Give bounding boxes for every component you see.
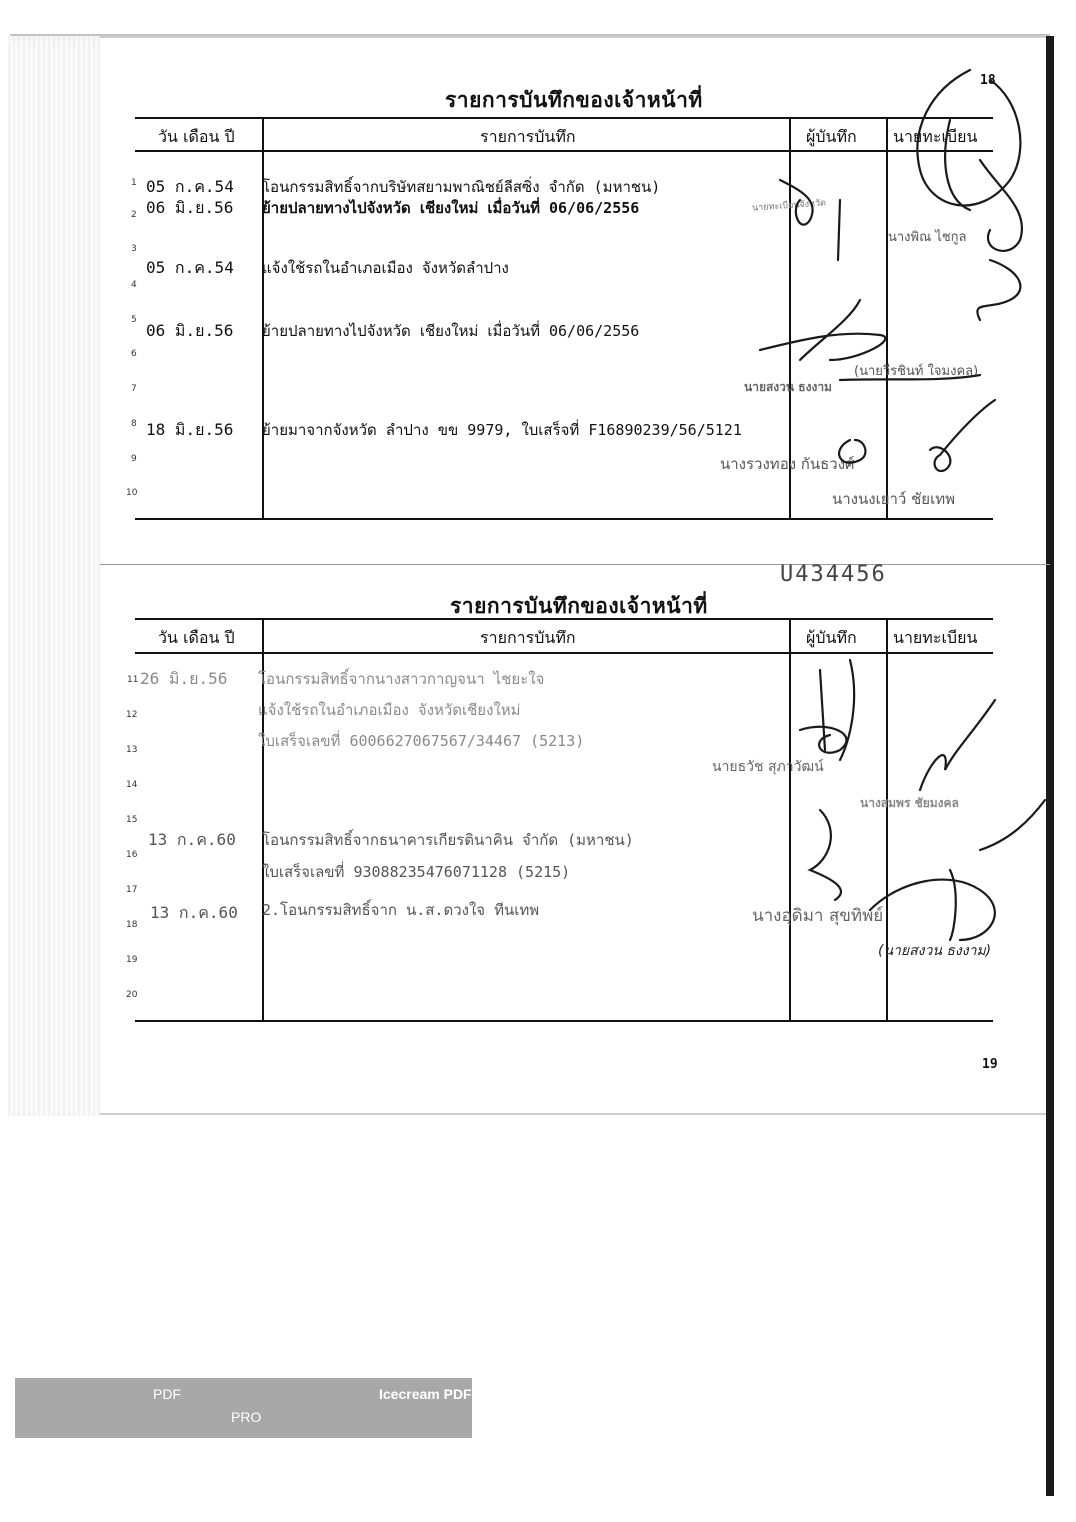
entry-text: ใบเสร็จเลขที่ 93088235476071128 (5215) bbox=[262, 863, 571, 881]
line-number: 19 bbox=[126, 955, 138, 965]
col-date-header: วัน เดือน ปี bbox=[158, 127, 235, 146]
col-recorder-header: ผู้บันทึก bbox=[806, 628, 857, 647]
col-recorder-header: ผู้บันทึก bbox=[806, 127, 857, 146]
registrar-stamp: นายทะเบียนจังหวัด bbox=[751, 198, 827, 214]
entry-date: 13 ก.ค.60 bbox=[150, 903, 238, 922]
line-number: 14 bbox=[126, 780, 138, 790]
entry-text: แจ้งใช้รถในอำเภอเมือง จังหวัดเชียงใหม่ bbox=[258, 701, 521, 719]
line-number: 6 bbox=[131, 349, 137, 359]
entry-text: ใบเสร็จเลขที่ 6006627067567/34467 (5213) bbox=[258, 732, 585, 750]
line-number: 3 bbox=[131, 244, 137, 254]
entry-date: 13 ก.ค.60 bbox=[148, 830, 236, 849]
upper-title: รายการบันทึกของเจ้าหน้าที่ bbox=[445, 87, 703, 112]
entry-date: 05 ก.ค.54 bbox=[146, 177, 234, 196]
entry-date: 18 มิ.ย.56 bbox=[146, 420, 234, 439]
document-number: U434456 bbox=[780, 562, 887, 587]
entry-text: ย้ายปลายทางไปจังหวัด เชียงใหม่ เมื่อวันที่ 06/06/2556 bbox=[262, 322, 640, 340]
registrar-name: นางพิณ ไชกูล bbox=[888, 230, 967, 245]
handwritten-signatures-lower bbox=[780, 640, 1050, 980]
line-number: 9 bbox=[131, 454, 137, 464]
entry-text: โอนกรรมสิทธิ์จากบริษัทสยามพาณิชย์ลีสซิ่ง จำกัด (มหาชน) bbox=[262, 178, 661, 196]
pdf-watermark-banner bbox=[15, 1378, 472, 1438]
col-registrar-header: นายทะเบียน bbox=[893, 628, 978, 647]
col-date-header: วัน เดือน ปี bbox=[158, 628, 235, 647]
sheet-divider bbox=[100, 564, 1050, 565]
recorder-name: นางอุดิมา สุขทิพย์ bbox=[752, 906, 884, 926]
watermark-label: PDF bbox=[153, 1386, 181, 1402]
col-entry-header: รายการบันทึก bbox=[480, 127, 576, 146]
lower-title: รายการบันทึกของเจ้าหน้าที่ bbox=[450, 593, 708, 618]
registrar-name: นางนงเยาว์ ชัยเทพ bbox=[832, 490, 955, 508]
entry-date: 05 ก.ค.54 bbox=[146, 258, 234, 277]
scan-edge-left bbox=[8, 36, 100, 1116]
line-number: 11 bbox=[127, 675, 139, 685]
recorder-name: นายธวัช สุภาวัฒน์ bbox=[712, 759, 824, 775]
page-number-bottom: 19 bbox=[982, 1057, 998, 1072]
line-number: 12 bbox=[126, 710, 138, 720]
line-number: 10 bbox=[126, 488, 138, 498]
entry-date: 06 มิ.ย.56 bbox=[146, 321, 234, 340]
watermark-label: PRO bbox=[231, 1409, 262, 1425]
line-number: 1 bbox=[131, 178, 137, 188]
handwritten-signatures-upper bbox=[740, 60, 1040, 530]
line-number: 7 bbox=[131, 384, 137, 394]
entry-text: แจ้งใช้รถในอำเภอเมือง จังหวัดลำปาง bbox=[262, 259, 509, 277]
page-number-top: 18 bbox=[980, 73, 996, 88]
col-registrar-header: นายทะเบียน bbox=[893, 127, 978, 146]
recorder-name: นายสงวน ธงงาม bbox=[744, 380, 832, 394]
recorder-name: นางรวงทอง กันธวงศ์ bbox=[720, 455, 855, 473]
entry-text: 2.โอนกรรมสิทธิ์จาก น.ส.ดวงใจ ทีนเทพ bbox=[262, 901, 540, 919]
entry-date: 06 มิ.ย.56 bbox=[146, 198, 234, 217]
registrar-name: (นายสงวน ธงงาม) bbox=[878, 943, 992, 959]
entry-date: 26 มิ.ย.56 bbox=[140, 669, 228, 688]
line-number: 2 bbox=[131, 210, 137, 220]
registrar-name: นางสมพร ชัยมงคล bbox=[860, 796, 959, 810]
line-number: 8 bbox=[131, 419, 137, 429]
recorder-name: (นายวีรชินท์ ใจมงคล) bbox=[854, 364, 979, 379]
col-entry-header: รายการบันทึก bbox=[480, 628, 576, 647]
line-number: 20 bbox=[126, 990, 138, 1000]
line-number: 18 bbox=[126, 920, 138, 930]
entry-text: ย้ายปลายทางไปจังหวัด เชียงใหม่ เมื่อวันที่ 06/06/2556 bbox=[262, 199, 640, 217]
line-number: 15 bbox=[126, 815, 138, 825]
entry-text: โอนกรรมสิทธิ์จากธนาคารเกียรตินาคิน จำกัด (มหาชน) bbox=[262, 831, 634, 849]
line-number: 13 bbox=[126, 745, 138, 755]
line-number: 4 bbox=[131, 280, 137, 290]
entry-text: โอนกรรมสิทธิ์จากนางสาวกาญจนา ไชยะใจ bbox=[258, 670, 545, 688]
line-number: 16 bbox=[126, 850, 138, 860]
line-number: 17 bbox=[126, 885, 138, 895]
line-number: 5 bbox=[131, 315, 137, 325]
entry-text: ย้ายมาจากจังหวัด ลำปาง ขข 9979, ใบเสร็จที่ F16890239/56/5121 bbox=[262, 421, 742, 439]
watermark-brand: Icecream PDF bbox=[379, 1386, 472, 1402]
